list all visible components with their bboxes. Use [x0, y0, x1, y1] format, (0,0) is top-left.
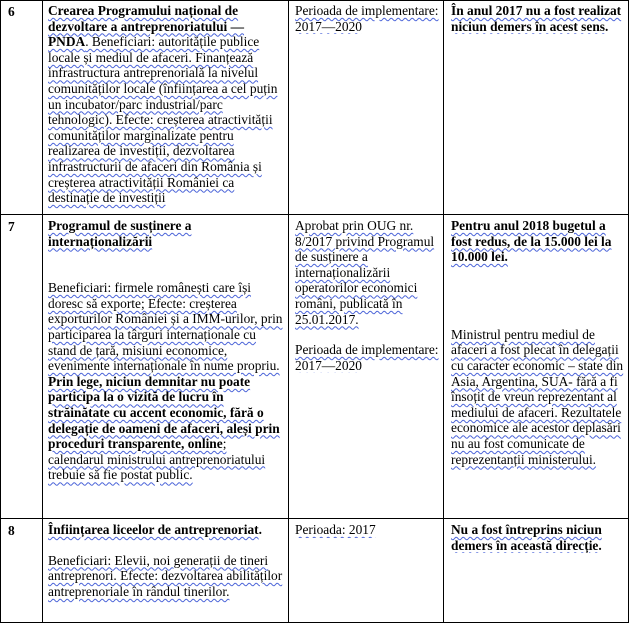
status-cell [451, 522, 625, 553]
status-details: Ministrul pentru mediul de afaceri a fost plecat în delegații cu caracter economic – state din Asia, Argentina, SUA- fără a fi însoțit de vreun reprezentant al mediului de afaceri. Rezultatele economice ale acestor deplasări nu au fost comunicate de reprezentanții ministerului. [451, 326, 624, 467]
measure-description: . Beneficiari: autoritățile publice locale și mediul de afaceri. Finanțează infrastructura antreprenorială la nivelul comunităților locale (înființarea a cel puțin un incubator/parc industrial/parc tehnologic). Efecte: creșterea atractivității comunităților marginalizate pentru realizarea de investiții, dezvoltarea infrastructurii de afaceri din România și creșterea atractivității României ca destinație de investiții [48, 34, 278, 206]
status-text: Pentru anul 2018 bugetul a fost redus, de la 15.000 lei la 10.000 lei. [451, 218, 612, 265]
status-text: În anul 2017 nu a fost realizat niciun demers în acest sens. [451, 3, 622, 34]
measure-title: Crearea Programului național de dezvoltare a antreprenoriatului — PNDA [48, 3, 245, 50]
column-divider [443, 0, 444, 623]
period-cell [295, 218, 439, 373]
legal-basis: Aprobat prin OUG nr. 8/2017 privind Programul de susținere a internaționalizării operatorilor economici români, publicată în 25.01.2017. [295, 218, 435, 327]
measure-description-bold: Prin lege, niciun demnitar nu poate participa la o vizită de lucru în străinătate cu accent economic, fără o delegație de oameni de afaceri, aleși prin proceduri transparente, online [48, 373, 280, 452]
implementation-period: Perioada de implementare: 2017—2020 [295, 3, 439, 34]
row-divider [0, 518, 629, 519]
measure-title: Înființarea liceelor de antreprenoriat [48, 522, 259, 537]
row-number: 6 [8, 4, 15, 19]
measure-cell [48, 218, 283, 518]
column-divider [42, 0, 43, 623]
measure-description: Beneficiari: Elevii, noi generații de tineri antreprenori. Efecte: dezvoltarea abilităților antreprenoriale în rândul tinerilor. [48, 552, 283, 599]
status-cell [451, 218, 625, 518]
measure-description-tail: ; calendarul ministrului antreprenoriatului trebuie să fie postat public. [48, 436, 266, 483]
implementation-period: Perioada: 2017 [295, 522, 376, 537]
measure-description: Beneficiari: firmele românești care își doresc să exporte; Efecte: creșterea exporturilor României și a IMM-urilor, prin participarea la târguri internaționale cu stand de țară, misiuni economice, evenimente internaționale în nume propriu. [48, 280, 283, 374]
period-cell [295, 522, 439, 538]
measure-title: Programul de susținere a internaționalizării [48, 218, 192, 249]
row-number: 7 [8, 219, 15, 234]
period-cell [295, 3, 439, 34]
column-divider [288, 0, 289, 623]
status-cell [451, 3, 625, 34]
implementation-period: Perioada de implementare: 2017—2020 [295, 342, 439, 373]
table-border-top [0, 0, 629, 1]
row-number: 8 [8, 523, 15, 538]
measure-cell [48, 3, 283, 214]
row-divider [0, 214, 629, 215]
measure-title-end: . [258, 522, 262, 537]
measure-cell [48, 522, 283, 622]
status-text: Nu a fost întreprins niciun demers în această direcție. [451, 522, 602, 553]
table-border-left [0, 0, 1, 623]
